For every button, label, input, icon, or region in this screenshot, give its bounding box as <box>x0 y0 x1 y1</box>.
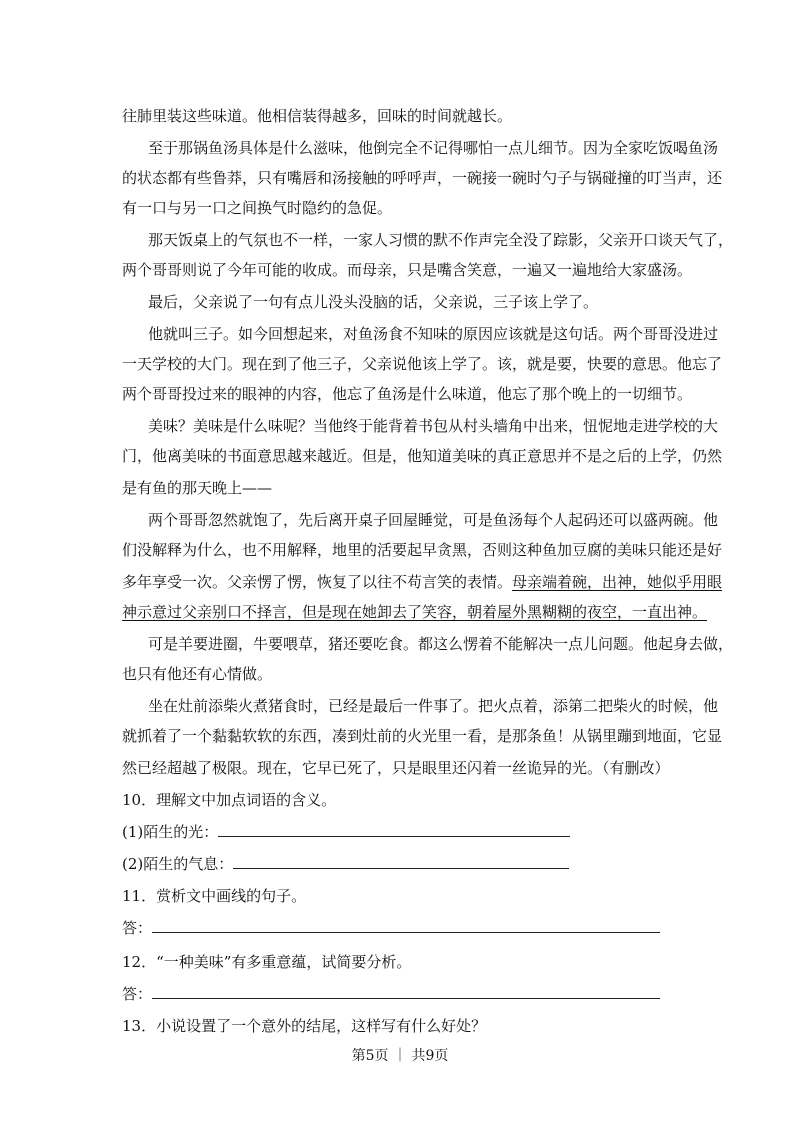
passage-line: 两个哥哥则说了今年可能的收成。而母亲，只是嘴含笑意，一遍又一遍地给大家盛汤。 <box>122 261 693 279</box>
passage-line: 美味？美味是什么味呢？当他终于能背着书包从村头墙角中出来，忸怩地走进学校的大 <box>148 417 719 435</box>
passage-line: 就抓着了一个黏黏软软的东西，凑到灶前的火光里一看，是那条鱼！从锅里蹦到地面，它显 <box>122 727 723 745</box>
answer-label: 答： <box>122 919 153 937</box>
question-13: 13．小说设置了一个意外的结尾，这样写有什么好处？ <box>122 1017 487 1035</box>
passage-line: 往肺里装这些味道。他相信装得越多，回味的时间就越长。 <box>122 107 513 125</box>
passage-line: 是有鱼的那天晚上—— <box>122 479 273 497</box>
answer-blank[interactable] <box>233 854 569 869</box>
passage-line: 最后，父亲说了一句有点儿没头没脑的话，父亲说，三子该上学了。 <box>148 293 599 311</box>
passage-line: 坐在灶前添柴火煮猪食时，已经是最后一件事了。把火点着，添第二把柴火的时候，他 <box>148 697 719 715</box>
question-10: 10．理解文中加点词语的含义。 <box>122 791 337 809</box>
answer-line-12 <box>122 984 660 1004</box>
answer-blank[interactable] <box>218 822 570 837</box>
passage-line: 的状态都有些鲁莽，只有嘴唇和汤接触的呼呼声，一碗接一碗时勺子与锅碰撞的叮当声，还 <box>122 169 723 187</box>
answer-blank[interactable] <box>152 984 660 999</box>
passage-line: 至于那锅鱼汤具体是什么滋味，他倒完全不记得哪怕一点儿细节。因为全家吃饭喝鱼汤 <box>148 139 719 157</box>
underlined-sentence: 神示意过父亲别口不择言，但是现在她卸去了笑容，朝着屋外黑糊糊的夜空，一直出神。 <box>122 603 708 621</box>
passage-line: 他就叫三子。如今回想起来，对鱼汤食不知味的原因应该就是这句话。两个哥哥没进过 <box>148 325 719 343</box>
passage-line: 也只有他还有心情做。 <box>122 665 273 683</box>
passage-line: 两个哥哥投过来的眼神的内容，他忘了鱼汤是什么味道，他忘了那个晚上的一切细节。 <box>122 385 693 403</box>
passage-line: 一天学校的大门。现在到了他三子，父亲说他该上学了。该，就是要，快要的意思。他忘了 <box>122 355 723 373</box>
answer-line-11 <box>122 918 660 938</box>
answer-blank[interactable] <box>152 918 660 933</box>
passage-line: 那天饭桌上的气氛也不一样，一家人习惯的默不作声完全没了踪影，父亲开口谈天气了， <box>148 231 734 249</box>
question-11: 11．赏析文中画线的句子。 <box>122 887 307 905</box>
answer-label: 答： <box>122 985 153 1003</box>
page-footer: 第5页 ｜ 共9页 <box>351 1048 449 1064</box>
passage-text: 多年享受一次。父亲愣了愣，恢复了以往不苟言笑的表情。 <box>122 573 513 591</box>
question-label: (1)陌生的光： <box>122 823 219 841</box>
question-label: (2)陌生的气息： <box>122 855 234 873</box>
question-12: 12．“一种美味”有多重意蕴，试简要分析。 <box>122 953 412 971</box>
question-10-2 <box>122 854 569 874</box>
question-10-1 <box>122 822 570 842</box>
passage-line <box>122 572 722 592</box>
passage-line: 然已经超越了极限。现在，它早已死了，只是眼里还闪着一丝诡异的光。（有删改） <box>122 759 670 777</box>
underlined-sentence: 母亲端着碗，出神，她似乎用眼 <box>512 573 723 591</box>
passage-line: 两个哥哥忽然就饱了，先后离开桌子回屋睡觉，可是鱼汤每个人起码还可以盛两碗。他 <box>148 511 719 529</box>
passage-line: 门，他离美味的书面意思越来越近。但是，他知道美味的真正意思并不是之后的上学，仍然 <box>122 447 723 465</box>
passage-line: 们没解释为什么，也不用解释，地里的活要起早贪黑，否则这种鱼加豆腐的美味只能还是好 <box>122 541 723 559</box>
passage-line: 有一口与另一口之间换气时隐约的急促。 <box>122 199 393 217</box>
passage-line: 可是羊要进圈，牛要喂草，猪还要吃食。都这么愣着不能解决一点儿问题。他起身去做， <box>148 635 734 653</box>
